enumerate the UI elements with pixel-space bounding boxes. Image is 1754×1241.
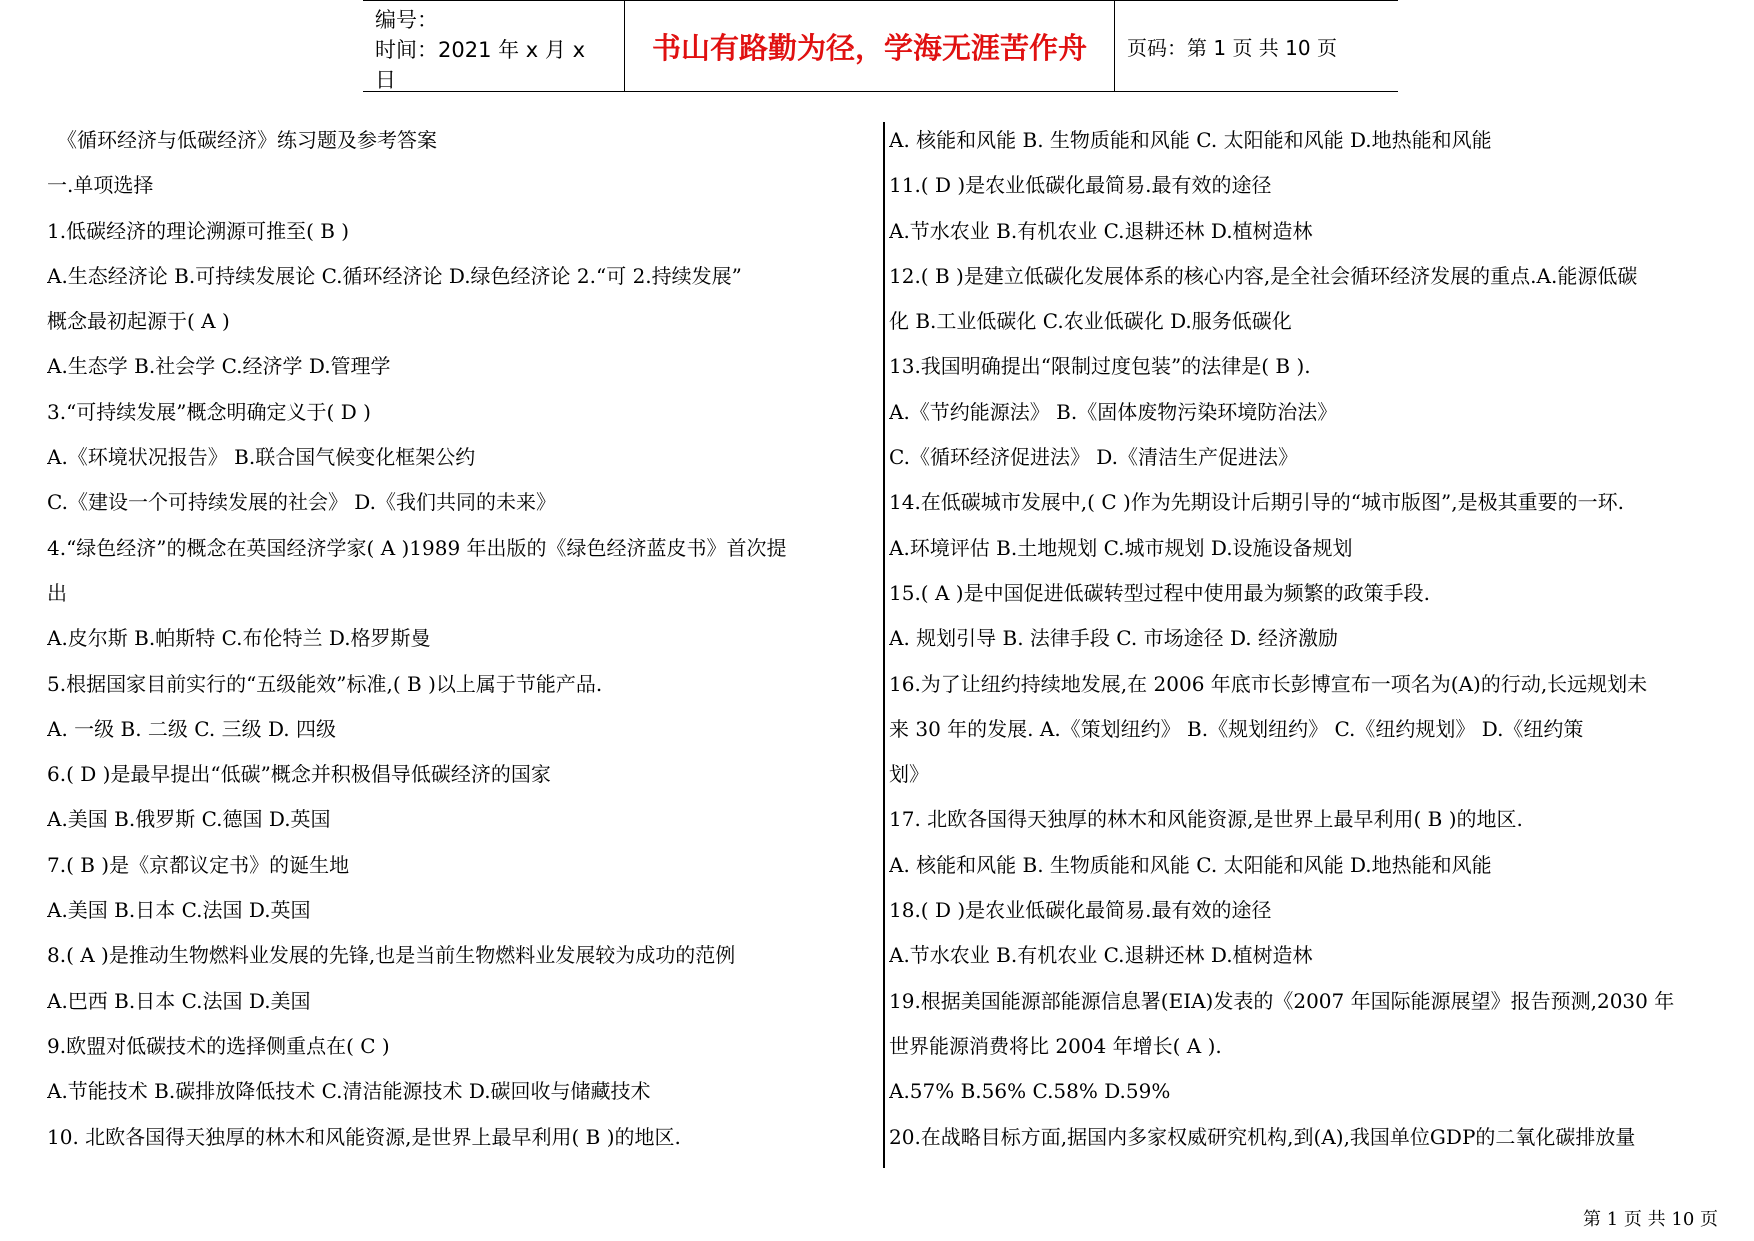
text-line: 世界能源消费将比 2004 年增长( A ). [889,1033,1222,1058]
text-line: 化 B.工业低碳化 C.农业低碳化 D.服务低碳化 [889,309,1292,334]
text-line: 13.我国明确提出“限制过度包装”的法律是( B ). [889,354,1311,379]
text-line: A.《环境状况报告》 B.联合国气候变化框架公约 [47,445,476,470]
header-page-info: 页码：第 1 页 共 10 页 [1127,35,1337,60]
text-line: 概念最初起源于( A ) [47,309,230,334]
text-line: A.美国 B.俄罗斯 C.德国 D.英国 [47,807,331,832]
page-header [363,0,1398,92]
text-line: 划》 [889,762,929,787]
text-line: A.节水农业 B.有机农业 C.退耕还林 D.植树造林 [889,218,1313,243]
text-line: 17. 北欧各国得天独厚的林木和风能资源,是世界上最早利用( B )的地区. [889,807,1523,832]
text-line: A. 核能和风能 B. 生物质能和风能 C. 太阳能和风能 D.地热能和风能 [889,852,1492,877]
text-line: C.《建设一个可持续发展的社会》 D.《我们共同的未来》 [47,490,556,515]
text-line: A.巴西 B.日本 C.法国 D.美国 [47,988,311,1013]
text-line: A.生态经济论 B.可持续发展论 C.循环经济论 D.绿色经济论 2.“可 2.持续发展” [47,263,742,288]
text-line: A. 核能和风能 B. 生物质能和风能 C. 太阳能和风能 D.地热能和风能 [889,128,1492,152]
document-code-label: 编号： [375,8,438,32]
text-line: 20.在战略目标方面,据国内多家权威研究机构,到(A),我国单位GDP的二氧化碳排放量 [889,1124,1636,1149]
text-line: A. 规划引导 B. 法律手段 C. 市场途径 D. 经济激励 [889,626,1338,651]
text-line: A.生态学 B.社会学 C.经济学 D.管理学 [47,354,391,379]
text-line: 16.为了让纽约持续地发展,在 2006 年底市长彭博宣布一项名为(A)的行动,长远规划未 [889,671,1648,696]
text-line: 18.( D )是农业低碳化最简易.最有效的途径 [889,898,1272,923]
text-line: 11.( D )是农业低碳化最简易.最有效的途径 [889,173,1272,198]
column-divider [883,122,885,1168]
text-line: 一.单项选择 [47,173,154,198]
document-date: 时间：2021 年 x 月 x 日 [375,38,585,92]
text-line: 出 [47,580,67,605]
right-column [889,118,1719,1160]
text-line: C.《循环经济促进法》 D.《清洁生产促进法》 [889,445,1298,470]
text-line: A.节水农业 B.有机农业 C.退耕还林 D.植树造林 [889,943,1313,968]
text-line: 3.“可持续发展”概念明确定义于( D ) [47,399,371,424]
text-line: A.节能技术 B.碳排放降低技术 C.清洁能源技术 D.碳回收与储藏技术 [47,1079,651,1104]
text-line: A.57% B.56% C.58% D.59% [889,1079,1171,1104]
text-line: 4.“绿色经济”的概念在英国经济学家( A )1989 年出版的《绿色经济蓝皮书》首次提 [47,535,787,560]
text-line: 来 30 年的发展. A.《策划纽约》 B.《规划纽约》 C.《纽约规划》 D.《纽约策 [889,716,1584,741]
text-line: 9.欧盟对低碳技术的选择侧重点在( C ) [47,1033,390,1058]
text-line: 6.( D )是最早提出“低碳”概念并积极倡导低碳经济的国家 [47,762,551,787]
page-footer: 第 1 页 共 10 页 [1583,1209,1718,1230]
text-line: A.环境评估 B.土地规划 C.城市规划 D.设施设备规划 [889,535,1353,560]
text-line: 1.低碳经济的理论溯源可推至( B ) [47,218,350,243]
text-line: A. 一级 B. 二级 C. 三级 D. 四级 [47,716,336,741]
text-line: 10. 北欧各国得天独厚的林木和风能资源,是世界上最早利用( B )的地区. [47,1124,681,1149]
text-line: A.《节约能源法》 B.《固体废物污染环境防治法》 [889,399,1338,424]
text-line: 5.根据国家目前实行的“五级能效”标准,( B )以上属于节能产品. [47,671,603,696]
text-line: 15.( A )是中国促进低碳转型过程中使用最为频繁的政策手段. [889,580,1430,605]
text-line: A.美国 B.日本 C.法国 D.英国 [47,898,311,923]
left-column [47,118,880,1160]
header-meta [363,1,625,91]
text-line: 19.根据美国能源部能源信息署(EIA)发表的《2007 年国际能源展望》报告预测,2030 年 [889,988,1675,1013]
text-line: A.皮尔斯 B.帕斯特 C.布伦特兰 D.格罗斯曼 [47,626,431,651]
text-line: 14.在低碳城市发展中,( C )作为先期设计后期引导的“城市版图”,是极其重要的一环. [889,490,1624,515]
text-line: 7.( B )是《京都议定书》的诞生地 [47,852,350,877]
text-line: 12.( B )是建立低碳化发展体系的核心内容,是全社会循环经济发展的重点.A.能源低碳 [889,263,1638,288]
text-line: 《循环经济与低碳经济》练习题及参考答案 [47,128,437,152]
text-line: 8.( A )是推动生物燃料业发展的先锋,也是当前生物燃料业发展较为成功的范例 [47,943,736,968]
header-motto: 书山有路勤为径，学海无涯苦作舟 [625,1,1115,91]
